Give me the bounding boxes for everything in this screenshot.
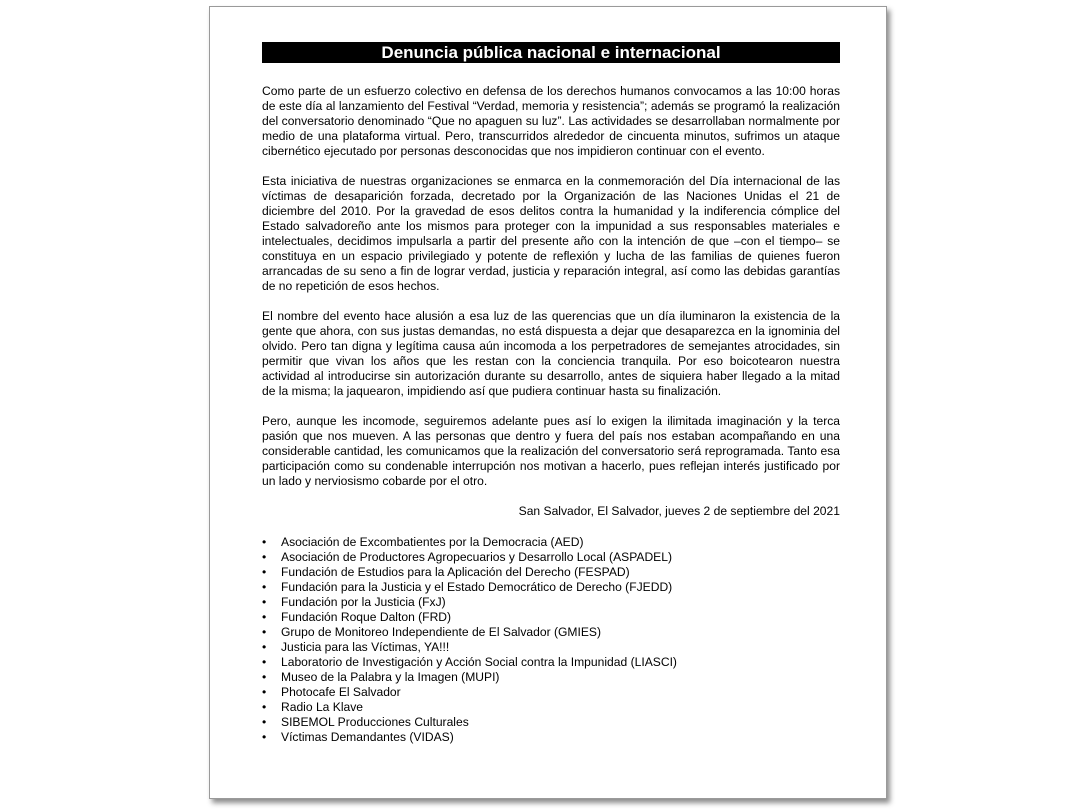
organization-name: Grupo de Monitoreo Independiente de El Salvador (GMIES) [281,625,601,639]
paragraph-4: Pero, aunque les incomode, seguiremos adelante pues así lo exigen la ilimitada imaginación y la terca pasión que nos mueven. A las personas que dentro y fuera del país nos estaban acompañando en una considerable cantidad, les comunicamos que la realización del conversatorio será reprogramada. Tanto esa participación como su condenable interrupción nos motivan a hacerlo, pues reflejan interés justificado por un lado y nerviosismo cobarde por el otro. [262,414,840,488]
organization-name: SIBEMOL Producciones Culturales [281,715,469,729]
organization-name: Justicia para las Víctimas, YA!!! [281,640,450,654]
organization-name: Photocafe El Salvador [281,685,401,699]
list-item [262,535,840,550]
bullet-icon: • [262,565,267,579]
bullet-icon: • [262,730,267,744]
bullet-icon: • [262,670,267,684]
list-item [262,700,840,715]
bullet-icon: • [262,535,267,549]
organization-name: Laboratorio de Investigación y Acción Social contra la Impunidad (LIASCI) [281,655,677,669]
list-item [262,670,840,685]
paragraph-1: Como parte de un esfuerzo colectivo en defensa de los derechos humanos convocamos a las 10:00 horas de este día al lanzamiento del Festival “Verdad, memoria y resistencia”; además se programó la realización del conversatorio denominado “Que no apaguen su luz”. Las actividades se desarrollaban normalmente por medio de una plataforma virtual. Pero, transcurridos alrededor de cincuenta minutos, sufrimos un ataque cibernético ejecutado por personas desconocidas que nos impidieron continuar con el evento. [262,84,840,158]
bullet-icon: • [262,700,267,714]
organization-name: Asociación de Productores Agropecuarios y Desarrollo Local (ASPADEL) [281,550,672,564]
document-title: Denuncia pública nacional e internacional [262,42,840,63]
list-item [262,565,840,580]
list-item [262,580,840,595]
bullet-icon: • [262,625,267,639]
organization-name: Radio La Klave [281,700,364,714]
bullet-icon: • [262,595,267,609]
list-item [262,625,840,640]
bullet-icon: • [262,580,267,594]
list-item [262,655,840,670]
document-page [209,6,887,799]
organization-name: Víctimas Demandantes (VIDAS) [281,730,454,744]
bullet-icon: • [262,715,267,729]
list-item [262,730,840,745]
list-item [262,715,840,730]
organization-name: Fundación de Estudios para la Aplicación del Derecho (FESPAD) [281,565,630,579]
dateline: San Salvador, El Salvador, jueves 2 de septiembre del 2021 [518,504,840,518]
organizations-list [262,535,840,745]
list-item [262,610,840,625]
bullet-icon: • [262,610,267,624]
organization-name: Asociación de Excombatientes por la Democracia (AED) [281,535,584,549]
list-item [262,595,840,610]
document-content [262,42,840,745]
organization-name: Fundación para la Justicia y el Estado Democrático de Derecho (FJEDD) [281,580,673,594]
organization-name: Fundación Roque Dalton (FRD) [281,610,452,624]
list-item [262,550,840,565]
organization-name: Museo de la Palabra y la Imagen (MUPI) [281,670,500,684]
bullet-icon: • [262,655,267,669]
bullet-icon: • [262,685,267,699]
organization-name: Fundación por la Justicia (FxJ) [281,595,446,609]
bullet-icon: • [262,640,267,654]
list-item [262,640,840,655]
list-item [262,685,840,700]
paragraph-2: Esta iniciativa de nuestras organizaciones se enmarca en la conmemoración del Día internacional de las víctimas de desaparición forzada, decretado por la Organización de las Naciones Unidas el 21 de diciembre del 2010. Por la gravedad de esos delitos contra la humanidad y la indiferencia cómplice del Estado salvadoreño ante los mismos para proteger con la impunidad a sus responsables materiales e intelectuales, decidimos impulsarla a partir del presente año con la intención de que –con el tiempo– se constituya en un espacio privilegiado y potente de reflexión y lucha de las familias de quienes fueron arrancadas de su seno a fin de lograr verdad, justicia y reparación integral, así como las debidas garantías de no repetición de esos hechos. [262,174,840,293]
paragraph-3: El nombre del evento hace alusión a esa luz de las querencias que un día iluminaron la existencia de la gente que ahora, con sus justas demandas, no está dispuesta a dejar que desaparezca en la ignominia del olvido. Pero tan digna y legítima causa aún incomoda a los perpetradores de semejantes atrocidades, sin permitir que vivan los años que les restan con la conciencia tranquila. Por eso boicotearon nuestra actividad al introducirse sin autorización durante su desarrollo, antes de siquiera haber llegado a la mitad de la misma; la jaquearon, impidiendo así que pudiera continuar hasta su finalización. [262,309,840,398]
bullet-icon: • [262,550,267,564]
